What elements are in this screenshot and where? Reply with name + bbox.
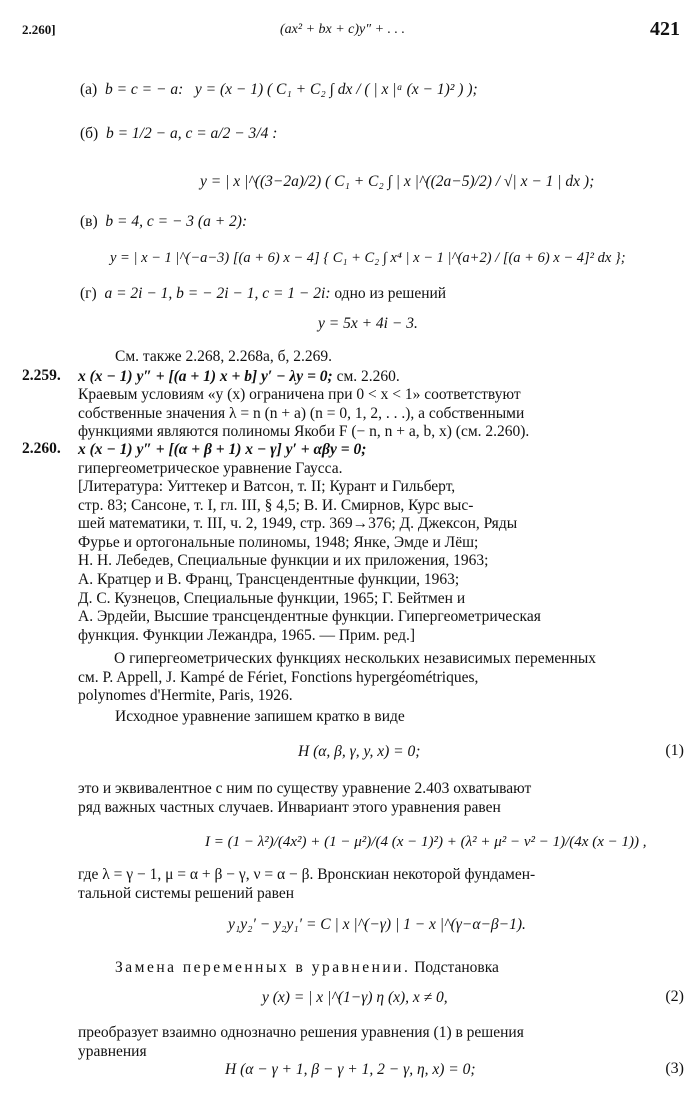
literature-block — [78, 478, 684, 645]
case-b-condition: b = 1/2 − a, c = a/2 − 3/4 : — [105, 125, 278, 142]
entry-260-equation: x (x − 1) y″ + [(α + β + 1) x − γ] y′ + αβy = 0; — [78, 441, 367, 458]
eq2: y (x) = | x |^(1−γ) η (x), x ≠ 0, — [262, 989, 448, 1006]
appell-block — [78, 650, 684, 706]
case-g-condition: a = 2i − 1, b = − 2i − 1, c = 1 − 2i: — [104, 285, 331, 302]
subst-line — [115, 958, 499, 978]
appell-line-1: О гипергеометрических функциях нескольких независимых переменных — [114, 650, 597, 667]
case-b-formula: y = | x |^((3−2a)/2) ( C₁ + C₂ ∫ | x |^((2a−5)/2) / √| x − 1 | dx ); — [200, 173, 595, 190]
case-b-label: (б) — [80, 125, 99, 142]
eq3-line — [225, 1060, 476, 1080]
entry-259-line-1: Краевым условиям «y (x) ограничена при 0 < x < 1» соответствуют — [78, 386, 521, 403]
literature-line-4: Фурье и ортогональные полиномы, 1948; Янке, Эмде и Лёш; — [78, 533, 479, 551]
case-b — [80, 124, 277, 144]
invariant-formula: I = (1 − λ²)/(4x²) + (1 − μ²)/(4 (x − 1)²) + (λ² + μ² − ν² − 1)/(4x (x − 1)) , — [205, 834, 647, 850]
case-b-formula-line — [200, 172, 594, 192]
entry-260-number: 2.260. — [22, 440, 61, 457]
literature-line-6: А. Кратцер и В. Франц, Трансцендентные функции, 1963; — [78, 570, 460, 588]
case-a-label: (а) — [80, 81, 98, 98]
subst-heading: Замена переменных в уравнении. — [115, 959, 411, 976]
para3-line-1: преобразует взаимно однозначно решения уравнения (1) в решения — [78, 1024, 524, 1041]
case-v-condition: b = 4, c = − 3 (a + 2): — [105, 213, 248, 230]
literature-line-2: стр. 83; Сансоне, т. I, гл. III, § 4,5; В. И. Смирнов, Курс выс- — [78, 496, 474, 514]
where-line-1: где λ = γ − 1, μ = α + β − γ, ν = α − β. Вронскиан некоторой фундамен- — [78, 866, 536, 883]
entry-259-equation-line — [78, 367, 400, 387]
entry-259-line-2: собственные значения λ = n (n + a) (n = 0, 1, 2, . . .), а собственными — [78, 404, 525, 422]
intro-line: Исходное уравнение запишем кратко в виде — [115, 708, 405, 725]
page-header — [22, 18, 684, 46]
case-g-text: одно из решений — [334, 285, 447, 302]
entry-260-equation-line — [78, 440, 366, 460]
eq3-number: (3) — [665, 1060, 684, 1077]
eq1-number: (1) — [665, 742, 684, 759]
literature-line-8: А. Эрдейи, Высшие трансцендентные функции. Гипергеометрическая — [78, 608, 541, 626]
case-v-label: (в) — [80, 213, 98, 230]
page-number: 421 — [650, 18, 680, 40]
eq2-number: (2) — [665, 988, 684, 1005]
wronskian-formula: y₁y₂′ − y₂y₁′ = C | x |^(−γ) | 1 − x |^(γ−α−β−1). — [228, 916, 526, 933]
para2-line-1: это и эквивалентное с ним по существу уравнение 2.403 охватывают — [78, 780, 532, 797]
eq2-line — [262, 988, 448, 1008]
appell-line-3: polynomes d'Hermite, Paris, 1926. — [78, 687, 293, 705]
literature-line-5: Н. Н. Лебедев, Специальные функции и их приложения, 1963; — [78, 552, 489, 570]
para2-line-2: ряд важных частных случаев. Инвариант этого уравнения равен — [78, 798, 501, 816]
entry-259-ref: см. 2.260. — [336, 368, 400, 385]
entry-259-line-3: функциями являются полиномы Якоби F (− n, n + a, b, x) (см. 2.260). — [78, 423, 530, 441]
case-g-formula: y = 5x + 4i − 3. — [318, 315, 418, 332]
entry-259-text — [78, 386, 684, 442]
case-v-formula: y = | x − 1 |^(−a−3) [(a + 6) x − 4] { C₁ + C₂ ∫ x⁴ | x − 1 |^(a+2) / [(a + 6) x − 4]² dx }; — [110, 250, 626, 266]
entry-260-title: гипергеометрическое уравнение Гаусса. — [78, 460, 343, 477]
case-v — [80, 212, 247, 232]
eq1: H (α, β, γ, y, x) = 0; — [298, 743, 421, 760]
case-a-condition: b = c = − a: — [104, 81, 184, 98]
entry-259-equation: x (x − 1) y″ + [(a + 1) x + b] y′ − λy = 0; — [78, 368, 333, 385]
case-g-formula-line — [318, 314, 418, 334]
para3-line-2: уравнения — [78, 1042, 147, 1060]
appell-line-2: см. P. Appell, J. Kampé de Fériet, Fonctions hypergéométriques, — [78, 668, 479, 686]
invariant-line — [205, 832, 646, 852]
wronskian-line — [228, 915, 526, 935]
para2-block — [78, 780, 684, 817]
literature-line-3: шей математики, т. III, ч. 2, 1949, стр. 369→376; Д. Джексон, Ряды — [78, 515, 518, 533]
para3-block — [78, 1024, 684, 1061]
where-block — [78, 866, 684, 903]
case-a-formula: y = (x − 1) ( C₁ + C₂ ∫ dx / ( | x |ᵃ (x − 1)² ) ); — [194, 81, 478, 98]
literature-line-9: функция. Функции Лежандра, 1965. — Прим. ред.] — [78, 626, 415, 644]
eq3: H (α − γ + 1, β − γ + 1, 2 − γ, η, x) = 0; — [225, 1061, 476, 1078]
case-g-label: (г) — [80, 285, 97, 302]
subst-text: Подстановка — [414, 959, 499, 976]
literature-line-1: [Литература: Уиттекер и Ватсон, т. II; Курант и Гильберт, — [78, 478, 456, 495]
where-line-2: тальной системы решений равен — [78, 884, 295, 902]
running-title: (ax² + bx + c)y″ + . . . — [280, 22, 406, 37]
see-also: См. также 2.268, 2.268а, б, 2.269. — [115, 348, 333, 365]
entry-259-number: 2.259. — [22, 367, 61, 384]
literature-line-7: Д. С. Кузнецов, Специальные функции, 1965; Г. Бейтмен и — [78, 589, 466, 607]
case-a — [80, 80, 478, 100]
section-ref: 2.260] — [22, 22, 56, 37]
case-v-formula-line — [110, 248, 626, 268]
case-g — [80, 284, 446, 304]
eq1-line — [298, 742, 420, 762]
